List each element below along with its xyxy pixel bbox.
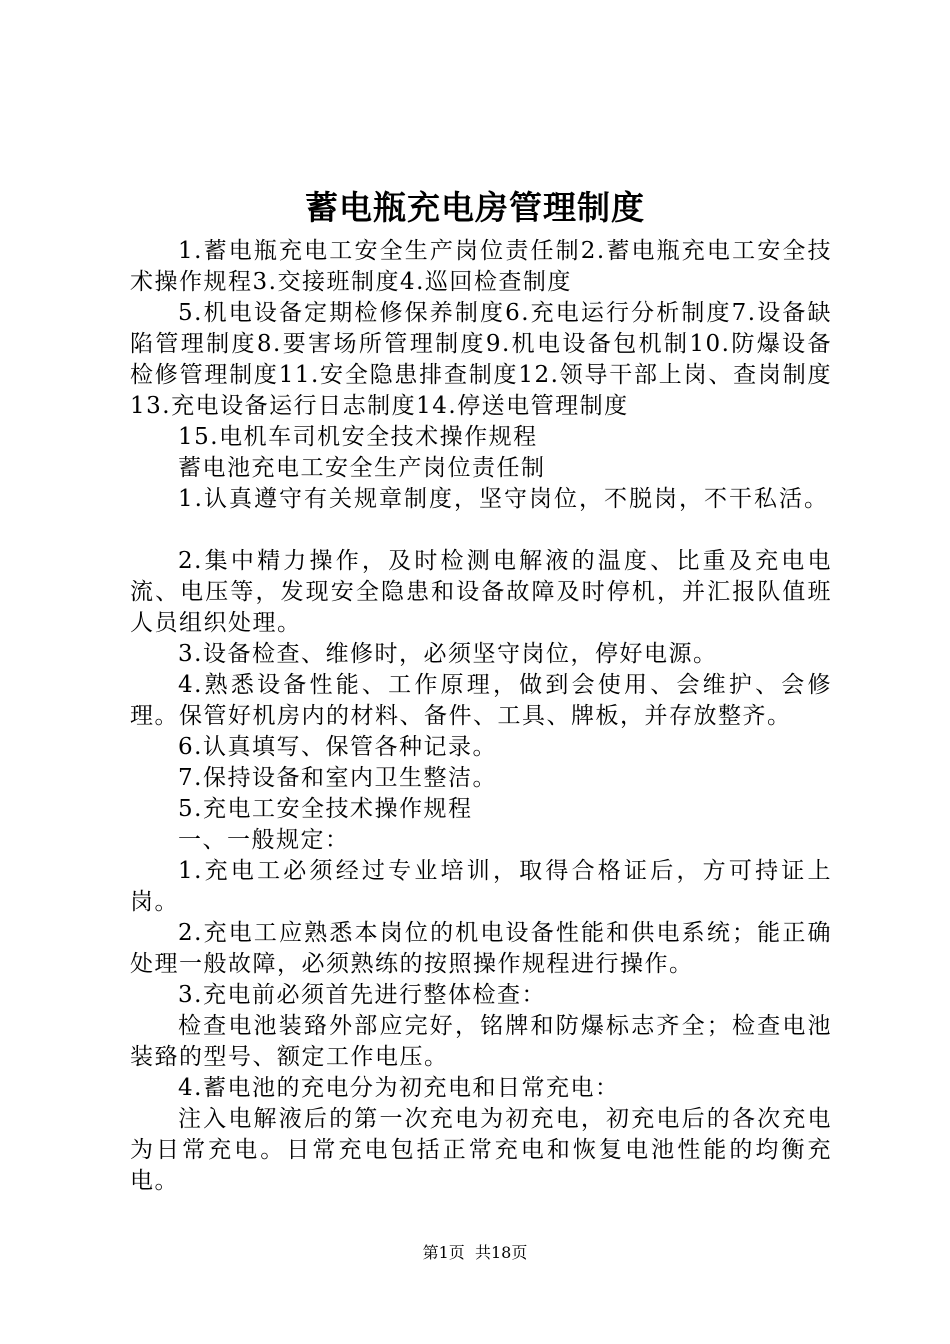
paragraph: 5.充电工安全技术操作规程 — [178, 796, 473, 822]
paragraph: 检查电池装臵外部应完好，铭牌和防爆标志齐全；检查电池装臵的型号、额定工作电压。 — [130, 1013, 832, 1070]
page-number: 第1页 — [422, 1243, 465, 1262]
paragraph: 2.集中精力操作，及时检测电解液的温度、比重及充电电流、电压等，发现安全隐患和设备故障及时停机，并汇报队值班人员组织处理。 — [130, 548, 832, 636]
paragraph: 3.充电前必须首先进行整体检查： — [178, 982, 546, 1008]
document-title: 蓄电瓶充电房管理制度 — [305, 188, 645, 227]
paragraph: 5.机电设备定期检修保养制度6.充电运行分析制度7.设备缺陷管理制度8.要害场所管理制度9.机电设备包机制10.防爆设备检修管理制度11.安全隐患排查制度12.领导干部上岗、查岗制度13.充电设备运行日志制度14.停送电管理制度 — [130, 300, 832, 419]
paragraph: 2.充电工应熟悉本岗位的机电设备性能和供电系统；能正确处理一般故障，必须熟练的按照操作规程进行操作。 — [130, 920, 832, 977]
paragraph: 蓄电池充电工安全生产岗位责任制 — [178, 455, 546, 481]
paragraph: 1.充电工必须经过专业培训，取得合格证后，方可持证上岗。 — [130, 858, 832, 915]
paragraph: 1.认真遵守有关规章制度，坚守岗位，不脱岗，不干私活。 — [178, 486, 829, 512]
paragraph: 6.认真填写、保管各种记录。 — [178, 734, 497, 760]
paragraph: 4.蓄电池的充电分为初充电和日常充电： — [178, 1075, 620, 1101]
paragraph: 3.设备检查、维修时，必须坚守岗位，停好电源。 — [178, 641, 718, 667]
paragraph: 一、一般规定： — [178, 827, 350, 853]
document-body — [130, 236, 832, 1197]
paragraph: 1.蓄电瓶充电工安全生产岗位责任制2.蓄电瓶充电工安全技术操作规程3.交接班制度4.巡回检查制度 — [130, 238, 832, 295]
page-footer — [0, 1241, 950, 1265]
paragraph: 7.保持设备和室内卫生整洁。 — [178, 765, 497, 791]
paragraph: 注入电解液后的第一次充电为初充电，初充电后的各次充电为日常充电。日常充电包括正常充电和恢复电池性能的均衡充电。 — [130, 1106, 832, 1194]
paragraph: 15.电机车司机安全技术操作规程 — [178, 424, 538, 450]
paragraph: 4.熟悉设备性能、工作原理，做到会使用、会维护、会修理。保管好机房内的材料、备件、工具、牌板，并存放整齐。 — [130, 672, 832, 729]
page-total: 共18页 — [474, 1243, 528, 1262]
